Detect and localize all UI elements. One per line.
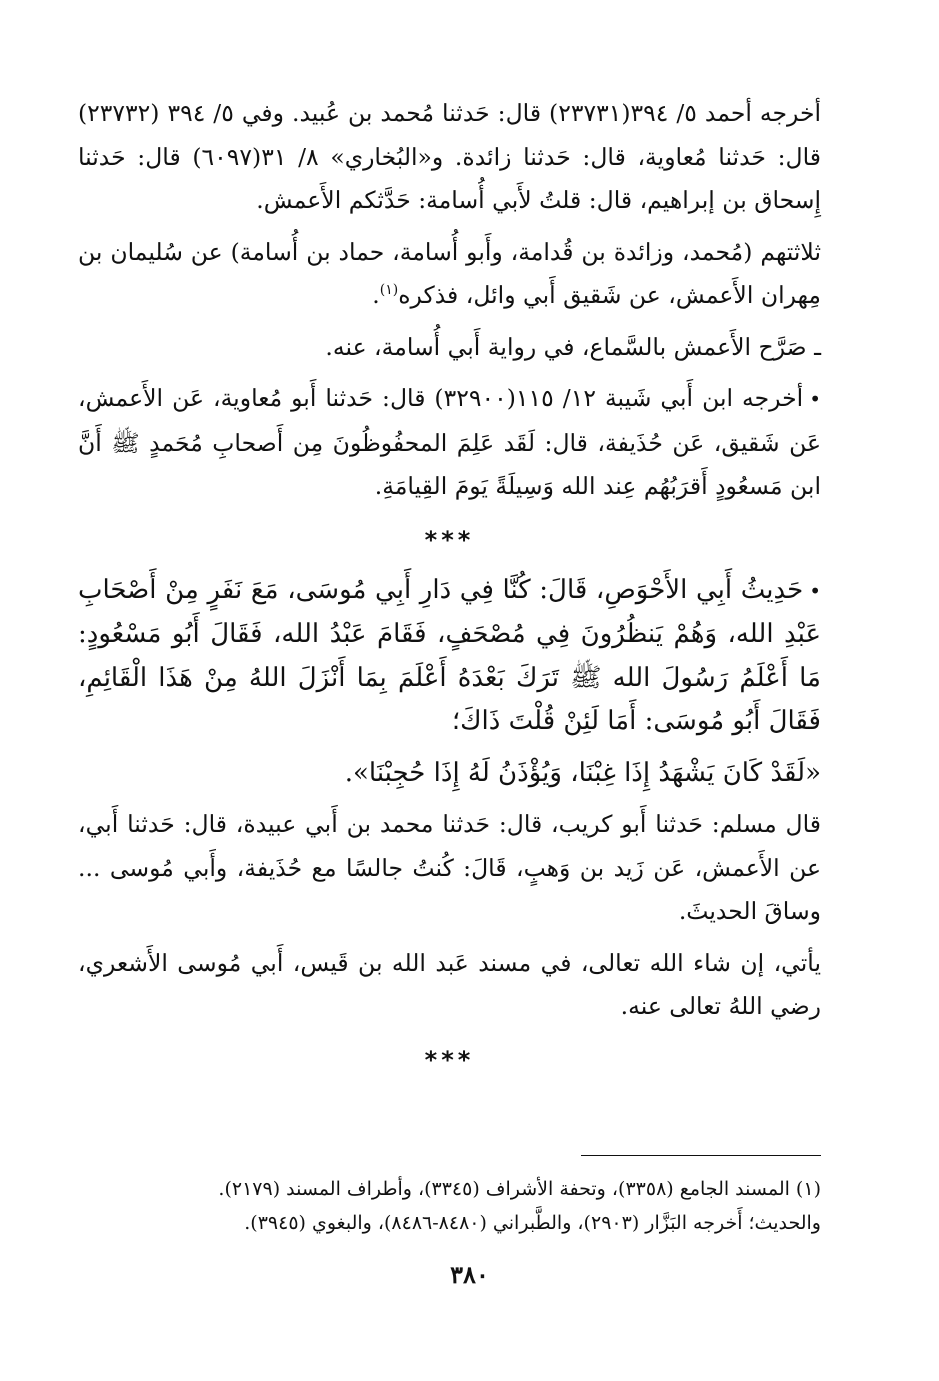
paragraph-ibn-abi-shaybah	[78, 377, 821, 509]
paragraph-thalathatuhum	[78, 231, 821, 318]
paragraph-yati: يأتي، إن شاء الله تعالى، في مسند عَبد الله بن قَيس، أَبي مُوسى الأَشعري، رضي اللهُ تعالى عنه.	[78, 948, 821, 1020]
paragraph-text: أخرجه ابن أَبي شَيبة ١٢/ ١١٥(٣٢٩٠٠) قال: حَدثنا أَبو مُعاوية، عَن الأَعمش، عَن شَقيق، عَن حُذَيفة، قال: لَقَد عَلِمَ المحفُوظُونَ مِن أَصحابِ مُحَمدٍ ﷺ أَنَّ ابن مَسعُودٍ أَقرَبُهُم عِند الله وَسِيلَةً يَومَ القِيامَةِ.	[78, 384, 821, 500]
footnote-1: (١) المسند الجامع (٣٣٥٨)، وتحفة الأشراف (٣٣٤٥)، وأطراف المسند (٢١٧٩).	[218, 1178, 821, 1200]
hadith-quote: «لَقَدْ كَانَ يَشْهَدُ إِذَا غِبْنَا، وَيُؤْذَنُ لَهُ إِذَا حُجِبْنَا».	[344, 757, 821, 788]
paragraph-takhrij-ahmad: أخرجه أحمد ٥/ ٣٩٤(٢٣٧٣١) قال: حَدثنا مُحمد بن عُبيد. وفي ٥/ ٣٩٤ (٢٣٧٣٢) قال: حَدثنا مُعاوية، قال: حَدثنا زائدة. و«البُخاري» ٨/ ٣١(٦٠٩٧) قال: حَدثنا إِسحاق بن إبراهيم، قال: قلتُ لأَبي أُسامة: حَدَّثكم الأَعمش.	[78, 99, 822, 214]
paragraph-text: ثلاثتهم (مُحمد، وزائدة بن قُدامة، وأَبو أُسامة، حماد بن أُسامة) عن سُليمان بن مِهران الأَعمش، عن شَقيق أَبي وائل، فذكره	[78, 237, 821, 309]
bullet-icon: •	[809, 387, 822, 411]
paragraph-sarraha: ـ صَرَّح الأَعمش بالسَّماع، في رواية أَبي أُسامة، عنه.	[325, 332, 821, 361]
section-separator: ***	[424, 525, 475, 554]
section-separator: ***	[424, 1045, 475, 1074]
paragraph-muslim: قال مسلم: حَدثنا أَبو كريب، قال: حَدثنا محمد بن أَبي عبيدة، قال: حَدثنا أَبي، عن الأَعمش، عَن زَيد بن وَهبٍ، قَالَ: كُنتُ جالسًا مع حُذَيفة، وأَبي مُوسى ... وساقَ الحديثَ.	[78, 810, 821, 925]
footnote-marker[interactable]: (١)	[379, 282, 399, 299]
footnote-2: والحديث؛ أَخرجه البَزَّار (٢٩٠٣)، والطَّبراني (٨٤٨٠-٨٤٨٦)، والبغوي (٣٩٤٥).	[244, 1212, 821, 1234]
bullet-icon: •	[809, 578, 821, 603]
footnote-divider	[581, 1155, 821, 1156]
paragraph-end: .	[372, 281, 380, 309]
page-number: ٣٨٠	[450, 1260, 489, 1289]
hadith-abi-al-ahwas	[78, 569, 821, 744]
hadith-text: حَدِيثُ أَبِي الأَحْوَصِ، قَالَ: كُنَّا فِي دَارِ أَبِي مُوسَى، مَعَ نَفَرٍ مِنْ أَصْحَابِ عَبْدِ الله، وَهُمْ يَنظُرُونَ فِي مُصْحَفٍ، فَقَامَ عَبْدُ الله، فَقَالَ أَبُو مَسْعُودٍ: مَا أَعْلَمُ رَسُولَ الله ﷺ تَرَكَ بَعْدَهُ أَعْلَمَ بِمَا أَنْزَلَ اللهُ مِنْ هَذَا الْقَائِمِ، فَقَالَ أَبُو مُوسَى: أَمَا لَئِنْ قُلْتَ ذَاكَ؛	[78, 574, 821, 736]
footnotes	[78, 1172, 821, 1240]
